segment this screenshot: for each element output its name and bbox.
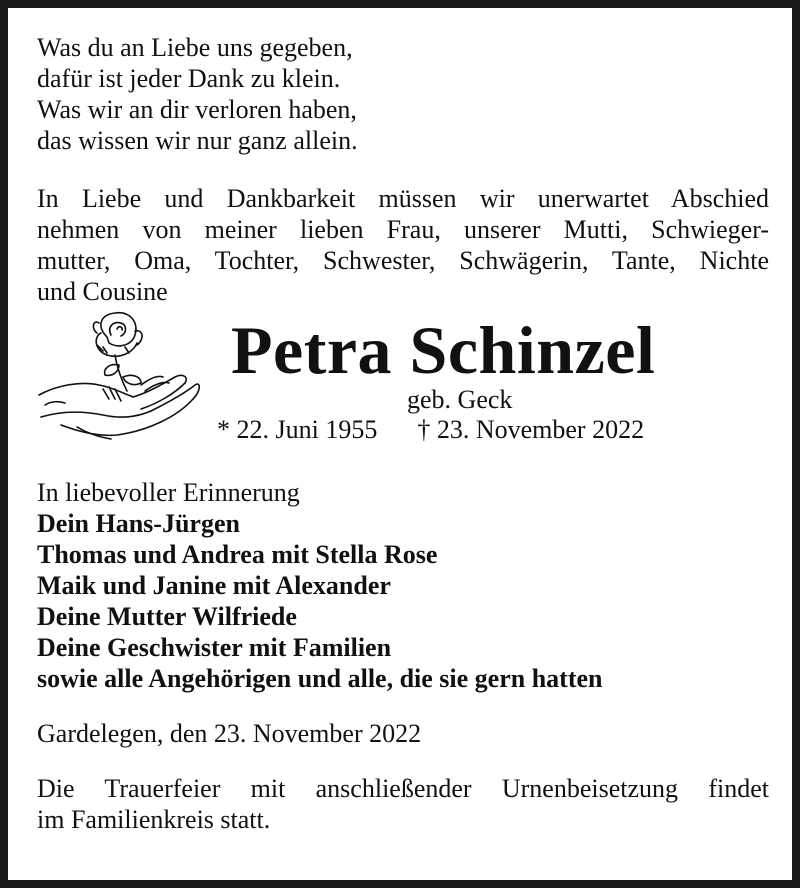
intro-line: In Liebe und Dankbarkeit müssen wir unerwartet Abschied (37, 184, 769, 213)
poem-line: dafür ist jeder Dank zu klein. (37, 64, 341, 93)
intro-line: und Cousine (37, 277, 168, 306)
poem-line: Was du an Liebe uns gegeben, (37, 33, 353, 62)
mourner-line: Dein Hans-Jürgen (37, 509, 240, 538)
ceremony-note (37, 773, 769, 835)
mourners-intro: In liebevoller Erinnerung (37, 478, 300, 507)
deceased-block (37, 307, 769, 477)
intro-line: nehmen von meiner lieben Frau, unserer Mutti, Schwieger- (37, 215, 769, 244)
mourner-line: Deine Geschwister mit Familien (37, 633, 392, 662)
mourner-line: Deine Mutter Wilfriede (37, 602, 297, 631)
birth-name: geb. Geck (407, 385, 513, 414)
rose-in-hands-icon (37, 307, 202, 442)
place-date: Gardelegen, den 23. November 2022 (37, 719, 422, 748)
ceremony-line: im Familienkreis statt. (37, 805, 271, 834)
obituary-content (37, 32, 769, 835)
life-dates (217, 415, 644, 445)
death-date: † 23. November 2022 (417, 415, 645, 444)
mourners-block (37, 477, 769, 694)
poem-line: das wissen wir nur ganz allein. (37, 126, 358, 155)
ceremony-line: Die Trauerfeier mit anschließender Urnenbeisetzung findet (37, 774, 769, 803)
mourner-line: Maik und Janine mit Alexander (37, 571, 391, 600)
birth-date: * 22. Juni 1955 (217, 415, 378, 444)
intro-line: mutter, Oma, Tochter, Schwester, Schwägerin, Tante, Nichte (37, 246, 769, 275)
mourner-line: Thomas und Andrea mit Stella Rose (37, 540, 438, 569)
deceased-name: Petra Schinzel (231, 312, 656, 388)
poem-line: Was wir an dir verloren haben, (37, 95, 357, 124)
mourner-line: sowie alle Angehörigen und alle, die sie gern hatten (37, 664, 603, 693)
intro-paragraph (37, 183, 769, 307)
poem (37, 32, 769, 156)
